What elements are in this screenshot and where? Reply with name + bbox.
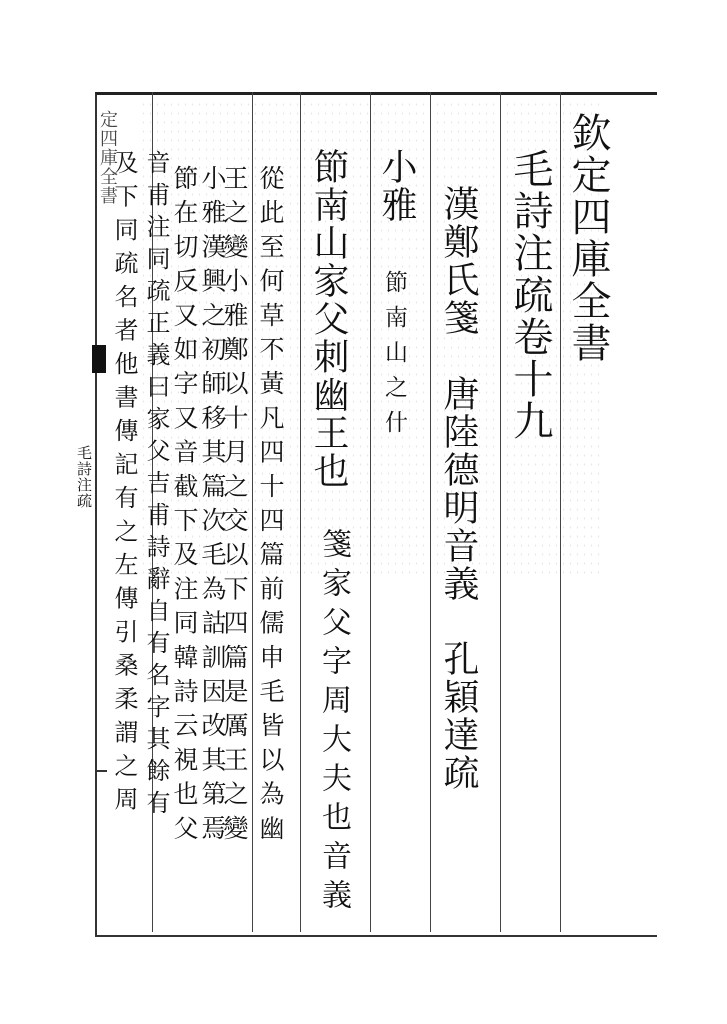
column-rule: [560, 92, 561, 932]
column-rule: [252, 92, 253, 932]
authors-line-2: 孔穎達疏: [438, 640, 479, 792]
main-heading-commentary: 箋家父字周大夫也音義: [316, 528, 351, 918]
body-column: 及下同疏名者他書傳記有之左傳引桑柔謂之周: [110, 150, 138, 820]
column-rule: [370, 92, 371, 932]
body-column: 從此至何草不黃凡四十四篇前儒申毛皆以為幽: [256, 165, 285, 849]
main-heading: 節南山家父刺幽王也: [308, 148, 349, 490]
previous-page-edge-text: 定四庫全書: [97, 110, 118, 205]
column-rule: [300, 92, 301, 932]
side-label: 毛詩注疏: [75, 445, 93, 509]
book-title: 毛詩注疏卷十九: [507, 148, 553, 442]
authors-line: 漢鄭氏箋 唐陸德明音義: [438, 185, 479, 603]
body-column: 節在切反又如字又音截下及注同韓詩云視也父: [170, 165, 199, 849]
margin-black-mark: [92, 345, 106, 373]
body-column: 音甫注同疏正義曰家父吉甫詩辭自有名字其餘有: [142, 150, 170, 822]
margin-tick: [95, 770, 107, 772]
column-rule: [430, 92, 431, 932]
section-subtitle: 節南山之什: [381, 270, 407, 445]
column-rule: [500, 92, 501, 932]
body-column: 小雅漢興之初師移其篇次毛為詁訓因改其第焉: [198, 165, 227, 849]
collection-title: 欽定四庫全書: [565, 112, 611, 364]
section-title: 小雅: [376, 148, 417, 224]
body-column: 王之變小雅鄭以十月之交以下四篇是厲王之變: [220, 165, 249, 849]
